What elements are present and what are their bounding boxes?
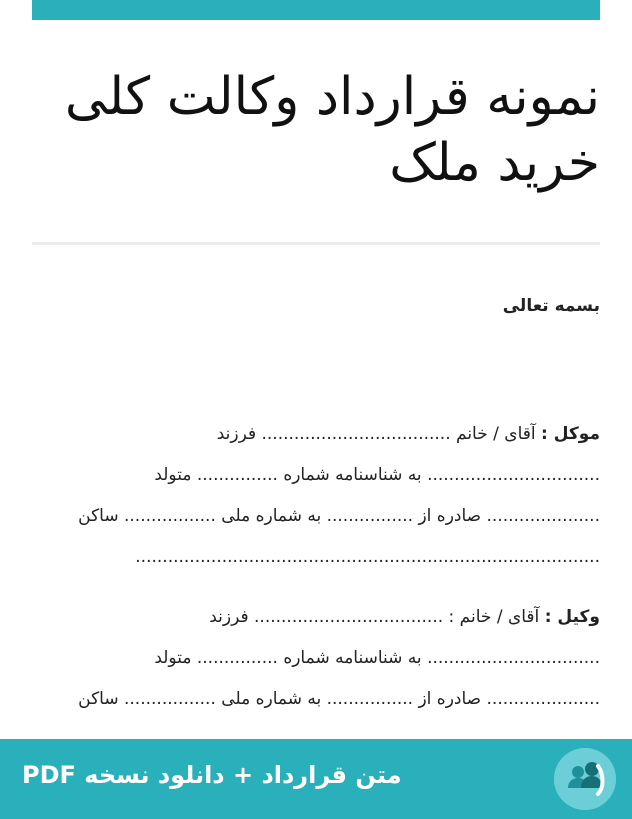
client-line-2: ................................ به شناسنامه شماره ............... متولد	[154, 465, 600, 485]
client-line-1	[40, 414, 600, 455]
users-icon	[554, 748, 616, 810]
agent-line-3: ..................... صادره از ................ به شماره ملی ................. ساکن	[78, 689, 600, 709]
agent-line-text: آقای / خانم : ................................... فرزند	[209, 607, 540, 627]
basmala-heading: بسمه تعالی	[502, 296, 600, 316]
client-label: موکل :	[541, 424, 600, 444]
page-title: نمونه قرارداد وکالت کلی خرید ملک	[64, 67, 600, 193]
contract-body	[40, 414, 600, 761]
client-line-text: آقای / خانم ................................... فرزند	[216, 424, 536, 444]
agent-line-2: ................................ به شناسنامه شماره ............... متولد	[154, 648, 600, 668]
download-banner-text[interactable]: متن قرارداد + دانلود نسخه PDF	[22, 761, 402, 789]
download-banner[interactable]	[0, 739, 632, 819]
client-line-3: ..................... صادره از ................ به شماره ملی ................. ساکن	[78, 506, 600, 526]
title-divider	[32, 242, 600, 245]
client-line-4: ......................................................................................	[135, 547, 600, 567]
agent-line-1	[40, 597, 600, 638]
top-accent-bar	[32, 0, 600, 20]
agent-label: وکیل :	[544, 607, 600, 627]
